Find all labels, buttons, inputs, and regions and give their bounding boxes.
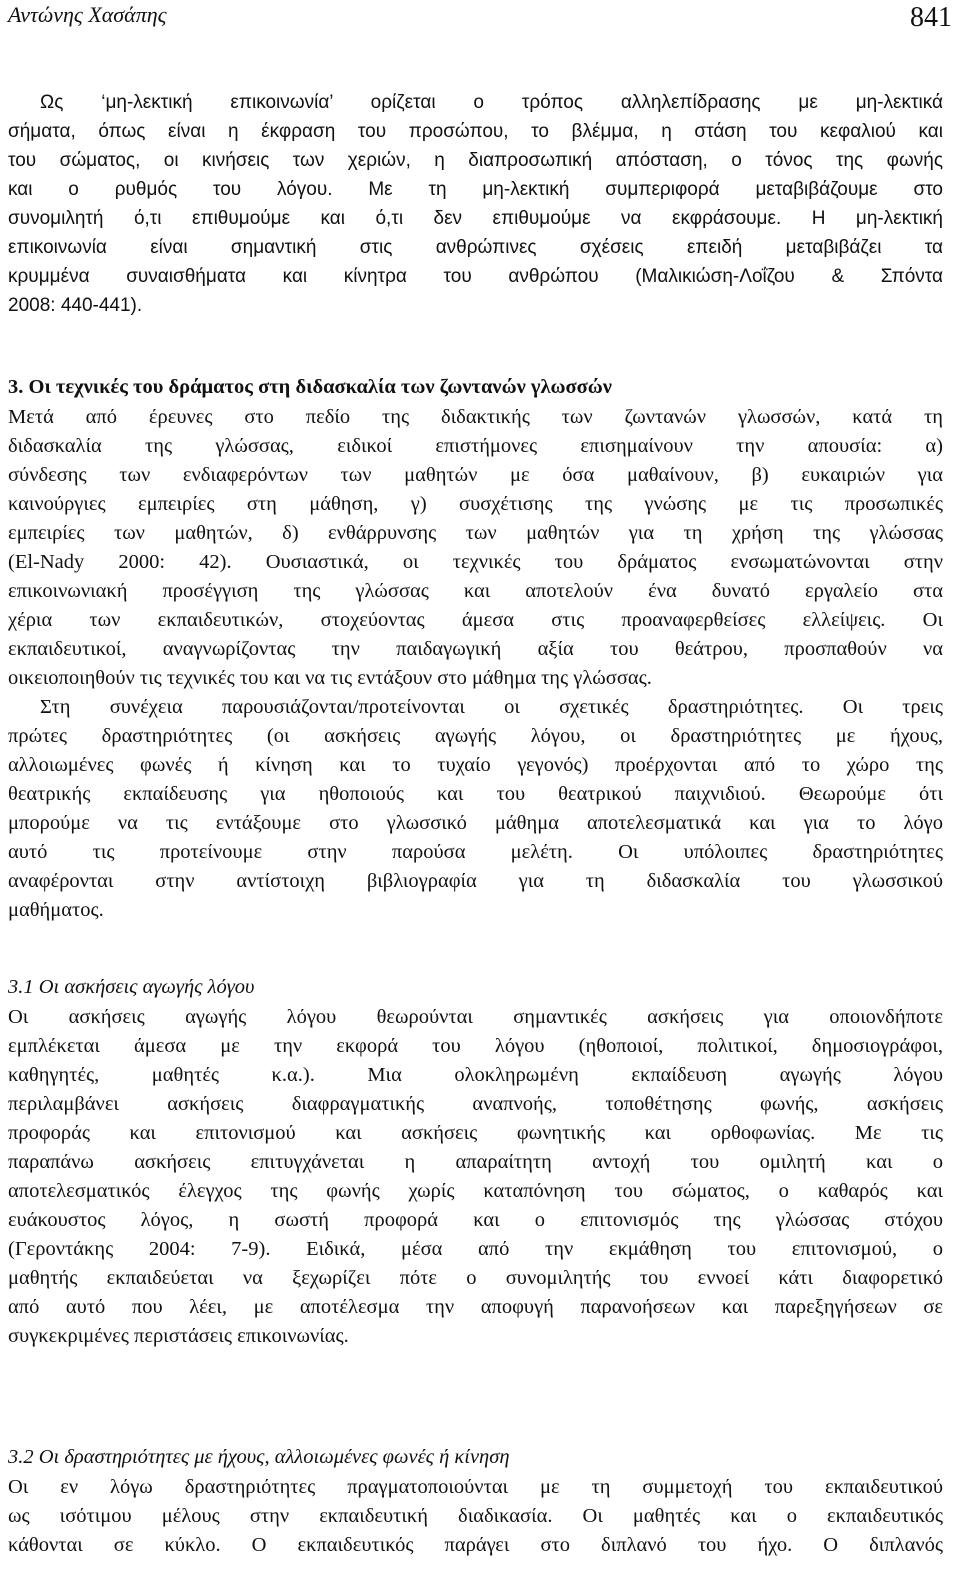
text-line: περιλαμβάνει ασκήσεις διαφραγματικής αναπνοής, τοποθέτησης φωνής, ασκήσεις [8, 1093, 943, 1115]
text-line: Οι ασκήσεις αγωγής λόγου θεωρούνται σημαντικές ασκήσεις για οποιονδήποτε [8, 1006, 943, 1028]
paragraph-nonverbal-communication [8, 88, 943, 320]
text-line: εμπειρίες των μαθητών, δ) ενθάρρυνσης των μαθητών για τη χρήση της γλώσσας [8, 522, 943, 544]
text-line: σύνδεσης των ενδιαφερόντων των μαθητών με όσα μαθαίνουν, β) ευκαιριών για [8, 464, 943, 486]
text-line: μαθήματος. [8, 899, 104, 921]
section-3-2-heading: 3.2 Οι δραστηριότητες με ήχους, αλλοιωμένες φωνές ή κίνηση [8, 1446, 510, 1468]
text-line: του σώματος, οι κινήσεις των χεριών, η διαπροσωπική απόσταση, ο τόνος της φωνής [8, 150, 943, 171]
text-line: συγκεκριμένες περιστάσεις επικοινωνίας. [8, 1325, 349, 1347]
paragraph-speech-exercises [8, 1003, 943, 1351]
text-line: και ο ρυθμός του λόγου. Με τη μη-λεκτική συμπεριφορά μεταβιβάζουμε στο [8, 179, 943, 200]
paragraph-research-findings [8, 403, 943, 693]
text-line: (El-Nady 2000: 42). Ουσιαστικά, οι τεχνικές του δράματος ενσωματώνονται στην [8, 551, 943, 573]
text-line: Ως ‘μη-λεκτική επικοινωνία’ ορίζεται ο τρόπος αλληλεπίδρασης με μη-λεκτικά [40, 92, 943, 113]
text-line: κρυμμένα συναισθήματα και κίνητρα του ανθρώπου (Μαλικιώση-Λοΐζου & Σπόντα [8, 266, 943, 287]
text-line: καινούργιες εμπειρίες στη μάθηση, γ) συσχέτισης της γνώσης με τις προσωπικές [8, 493, 943, 515]
paragraph-sound-activities [8, 1473, 943, 1560]
text-line: εμπλέκεται άμεσα με την εκφορά του λόγου (ηθοποιοί, πολιτικοί, δημοσιογράφοι, [8, 1035, 943, 1057]
text-line: Μετά από έρευνες στο πεδίο της διδακτικής των ζωντανών γλωσσών, κατά τη [8, 406, 943, 428]
text-line: παραπάνω ασκήσεις επιτυγχάνεται η απαραίτητη αντοχή του ομιλητή και ο [8, 1151, 943, 1173]
text-line: θεατρικής εκπαίδευσης για ηθοποιούς και του θεατρικού παιχνιδιού. Θεωρούμε ότι [8, 783, 943, 805]
text-line: μπορούμε να τις εντάξουμε στο γλωσσικό μάθημα αποτελεσματικά και για το λόγο [8, 812, 943, 834]
text-line: (Γεροντάκης 2004: 7-9). Ειδικά, μέσα από την εκμάθηση του επιτονισμού, ο [8, 1238, 943, 1260]
text-line: αυτό τις προτείνουμε στην παρούσα μελέτη. Οι υπόλοιπες δραστηριότητες [8, 841, 943, 863]
text-line: σήματα, όπως είναι η έκφραση του προσώπου, το βλέμμα, η στάση του κεφαλιού και [8, 121, 943, 142]
text-line: 2008: 440-441). [8, 295, 143, 316]
text-line: προφοράς και επιτονισμού και ασκήσεις φωνητικής και ορθοφωνίας. Με τις [8, 1122, 943, 1144]
text-line: καθηγητές, μαθητές κ.α.). Μια ολοκληρωμένη εκπαίδευση αγωγής λόγου [8, 1064, 943, 1086]
text-line: χέρια των εκπαιδευτικών, στοχεύοντας άμεσα στις προαναφερθείσες ελλείψεις. Οι [8, 609, 943, 631]
text-line: ως ισότιμου μέλους στην εκπαιδευτική διαδικασία. Οι μαθητές και ο εκπαιδευτικός [8, 1505, 943, 1527]
text-line: αποτελεσματικός έλεγχος της φωνής χωρίς καταπόνηση του σώματος, ο καθαρός και [8, 1180, 943, 1202]
text-line: επικοινωνιακή προσέγγιση της γλώσσας και αποτελούν ένα δυνατό εργαλείο στα [8, 580, 943, 602]
subsection-heading [8, 1443, 943, 1472]
text-line: αναφέρονται στην αντίστοιχη βιβλιογραφία για τη διδασκαλία του γλωσσικού [8, 870, 943, 892]
text-line: πρώτες δραστηριότητες (οι ασκήσεις αγωγής λόγου, οι δραστηριότητες με ήχους, [8, 725, 943, 747]
text-line: διδασκαλία της γλώσσας, ειδικοί επιστήμονες επισημαίνουν την απουσία: α) [8, 435, 943, 457]
text-line: μαθητής εκπαιδεύεται να ξεχωρίζει πότε ο συνομιλητής του εννοεί κάτι διαφορετικό [8, 1267, 943, 1289]
text-line: Οι εν λόγω δραστηριότητες πραγματοποιούνται με τη συμμετοχή του εκπαιδευτικού [8, 1476, 943, 1498]
subsection-heading [8, 973, 943, 1002]
text-line: εκπαιδευτικοί, αναγνωρίζοντας την παιδαγωγική αξία του θεάτρου, προσπαθούν να [8, 638, 943, 660]
text-line: αλλοιωμένες φωνές ή κίνηση και το τυχαίο γεγονός) προέρχονται από το χώρο της [8, 754, 943, 776]
section-3-heading: 3. Οι τεχνικές του δράματος στη διδασκαλία των ζωντανών γλωσσών [8, 376, 612, 398]
section-heading [8, 373, 943, 402]
section-3-1-heading: 3.1 Οι ασκήσεις αγωγής λόγου [8, 976, 255, 998]
text-line: συνομιλητή ό,τι επιθυμούμε και ό,τι δεν επιθυμούμε να εκφράσουμε. Η μη-λεκτική [8, 208, 943, 229]
text-line: από αυτό που λέει, με αποτέλεσμα την αποφυγή παρανοήσεων και παρεξηγήσεων σε [8, 1296, 943, 1318]
text-line: ευάκουστος λόγος, η σωστή προφορά και ο επιτονισμός της γλώσσας στόχου [8, 1209, 943, 1231]
running-header-author: Αντώνης Χασάπης [8, 2, 167, 27]
text-line: επικοινωνία είναι σημαντική στις ανθρώπινες σχέσεις επειδή μεταβιβάζει τα [8, 237, 943, 258]
paragraph-activities-intro [8, 693, 943, 925]
text-line: Στη συνέχεια παρουσιάζονται/προτείνονται οι σχετικές δραστηριότητες. Οι τρεις [40, 696, 943, 718]
text-line: οικειοποιηθούν τις τεχνικές του και να τις εντάξουν στο μάθημα της γλώσσας. [8, 667, 652, 689]
text-line: κάθονται σε κύκλο. Ο εκπαιδευτικός παράγει στο διπλανό του ήχο. Ο διπλανός [8, 1534, 943, 1556]
page-number: 841 [910, 2, 952, 33]
